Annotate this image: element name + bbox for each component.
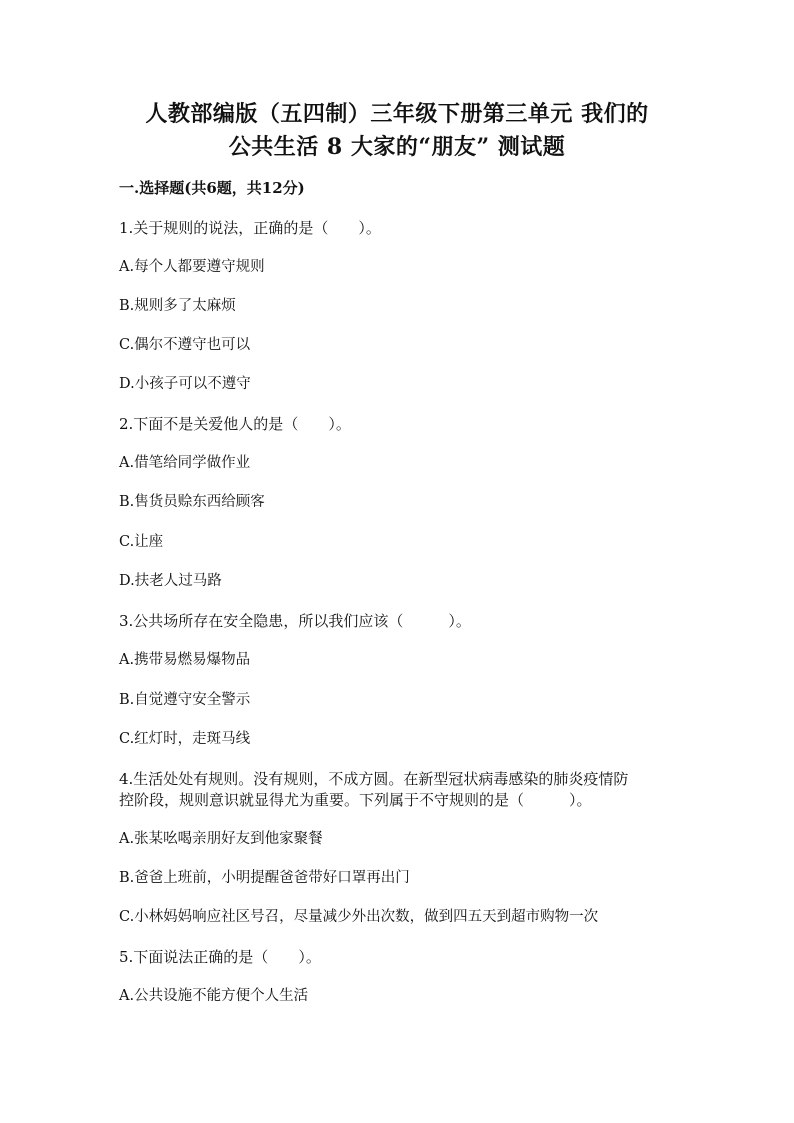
question-3-option-a: A.携带易燃易爆物品 (119, 652, 251, 668)
question-4-option-a: A.张某吆喝亲朋好友到他家聚餐 (119, 831, 323, 847)
question-5-option-a: A.公共设施不能方便个人生活 (119, 988, 309, 1004)
question-1-option-b: B.规则多了太麻烦 (119, 298, 236, 314)
question-2-stem: 2.下面不是关爱他人的是（ ）。 (119, 415, 351, 433)
question-4-stem-line-1: 4.生活处处有规则。没有规则，不成方圆。在新型冠状病毒感染的肺炎疫情防 (119, 770, 629, 788)
question-4-stem-line-2: 控阶段，规则意识就显得尤为重要。下列属于不守规则的是（ ）。 (119, 791, 592, 809)
page-title-line-2: 公共生活 8 大家的“朋友” 测试题 (228, 134, 566, 160)
question-3-stem: 3.公共场所存在安全隐患，所以我们应该（ ）。 (119, 612, 471, 630)
page-title-line-1: 人教部编版（五四制）三年级下册第三单元 我们的 (145, 101, 649, 127)
question-1-option-c: C.偶尔不遵守也可以 (119, 337, 251, 353)
question-1-option-d: D.小孩子可以不遵守 (119, 376, 251, 392)
question-5-stem: 5.下面说法正确的是（ ）。 (119, 948, 321, 966)
question-4-option-b: B.爸爸上班前，小明提醒爸爸带好口罩再出门 (119, 870, 410, 886)
question-4-option-c: C.小林妈妈响应社区号召，尽量减少外出次数，做到四五天到超市购物一次 (119, 909, 599, 925)
question-2-option-c: C.让座 (119, 534, 164, 550)
question-3-option-c: C.红灯时，走斑马线 (119, 731, 251, 747)
question-2-option-d: D.扶老人过马路 (119, 573, 222, 589)
section-heading: 一.选择题(共6题，共12分) (119, 179, 305, 197)
question-1-option-a: A.每个人都要遵守规则 (119, 259, 265, 275)
question-3-option-b: B.自觉遵守安全警示 (119, 692, 251, 708)
question-1-stem: 1.关于规则的说法，正确的是（ ）。 (119, 219, 381, 237)
question-2-option-a: A.借笔给同学做作业 (119, 455, 251, 471)
question-2-option-b: B.售货员赊东西给顾客 (119, 494, 265, 510)
